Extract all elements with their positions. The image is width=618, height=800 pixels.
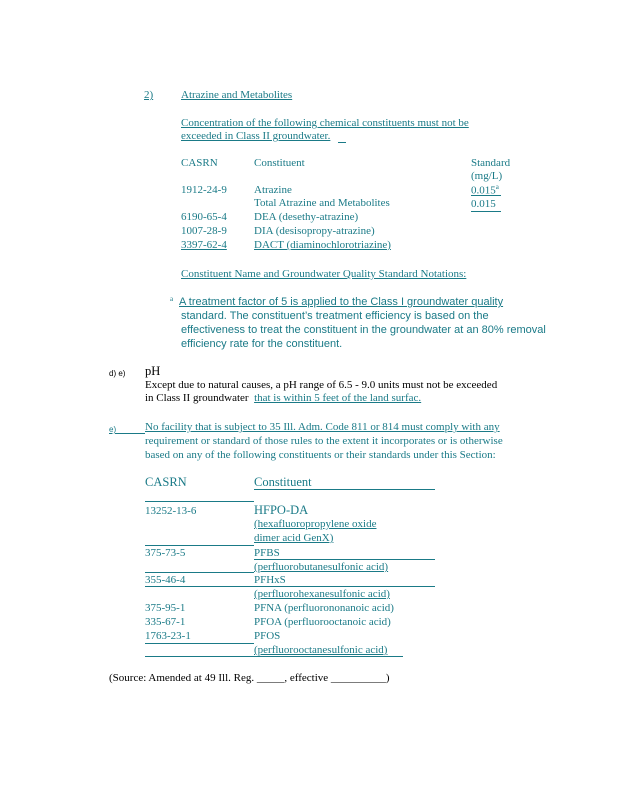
pfas-header-underline <box>254 489 435 490</box>
row-constituent: DACT (diaminochlorotriazine) <box>254 239 391 251</box>
row-constituent: DEA (desethy-atrazine) <box>254 211 359 223</box>
row-divider <box>145 643 254 644</box>
pfas-row-subtext: (hexafluoropropylene oxide <box>254 518 377 530</box>
ph-title: pH <box>145 364 161 378</box>
header-constituent: Constituent <box>254 157 305 169</box>
footnote-line-3: effectiveness to treat the constituent in the groundwater at an 80% removal <box>181 324 546 336</box>
section-title: Atrazine and Metabolites <box>181 89 293 101</box>
row-divider <box>254 559 435 560</box>
row-standard: 0.015 <box>471 198 496 210</box>
row-divider <box>145 586 435 587</box>
pfas-row-subtext: (perfluorohexanesulfonic acid) <box>254 588 390 600</box>
section-number: 2) <box>144 89 154 101</box>
row-casrn: 1007-28-9 <box>181 225 227 237</box>
standard-underline <box>471 195 501 196</box>
footnote-marker: a <box>170 295 174 303</box>
pfas-line-2: requirement or standard of those rules to the extent it incorporates or is otherwise <box>145 435 503 447</box>
row-divider <box>145 572 254 573</box>
row-casrn: 3397-62-4 <box>181 239 227 251</box>
intro-underline-tail <box>338 142 346 143</box>
ph-line-2: in Class II groundwater that is within 5 feet of the land surfac. <box>145 392 422 404</box>
pfas-row-casrn: 335-67-1 <box>145 616 186 628</box>
pfas-row-constituent: PFOS <box>254 630 281 642</box>
pfas-row-subtext: (perfluorobutanesulfonic acid) <box>254 561 389 573</box>
pfas-row-subtext: dimer acid GenX) <box>254 532 334 544</box>
footnote-line-1: A treatment factor of 5 is applied to the Class I groundwater quality <box>179 296 504 308</box>
pfas-row-casrn: 1763-23-1 <box>145 630 191 642</box>
intro-line-1: Concentration of the following chemical constituents must not be <box>181 117 469 129</box>
pfas-row-casrn: 355-46-4 <box>145 574 186 586</box>
header-standard: Standard <box>471 157 511 169</box>
footnote-line-2: standard. The constituent’s treatment efficiency is based on the <box>181 310 489 322</box>
intro-line-2: exceeded in Class II groundwater. <box>181 130 331 142</box>
pfas-row-casrn: 13252-13-6 <box>145 505 197 517</box>
pfas-label-underline <box>115 433 145 434</box>
ph-line-1: Except due to natural causes, a pH range of 6.5 - 9.0 units must not be exceeded <box>145 379 498 391</box>
footnote-line-4: efficiency rate for the constituent. <box>181 338 343 350</box>
pfas-row-constituent: PFNA (perfluorononanoic acid) <box>254 602 394 614</box>
pfas-row-subtext: (perfluorooctanesulfonic acid) <box>254 644 388 656</box>
pfas-label: e) <box>109 425 117 434</box>
row-constituent: Total Atrazine and Metabolites <box>254 197 390 209</box>
row-divider <box>145 656 403 657</box>
source-note: (Source: Amended at 49 Ill. Reg. _____, effective __________) <box>109 672 390 684</box>
standard-underline <box>471 211 501 212</box>
pfas-row-constituent: PFHxS <box>254 574 286 586</box>
row-constituent: DIA (desisopropy-atrazine) <box>254 225 375 237</box>
header-standard-unit: (mg/L) <box>471 170 503 182</box>
header-casrn: CASRN <box>181 157 218 169</box>
pfas-line-1: No facility that is subject to 35 Ill. Adm. Code 811 or 814 must comply with any <box>145 421 500 433</box>
row-casrn: 6190-65-4 <box>181 211 227 223</box>
pfas-row-casrn: 375-73-5 <box>145 547 186 559</box>
pfas-row-constituent: PFOA (perfluorooctanoic acid) <box>254 616 391 628</box>
row-casrn: 1912-24-9 <box>181 184 227 196</box>
ph-label: d) e) <box>109 369 126 378</box>
row-standard: 0.015$^a$ <box>471 183 499 197</box>
pfas-line-3: based on any of the following constituents or their standards under this Section: <box>145 449 496 461</box>
pfas-row-casrn: 375-95-1 <box>145 602 186 614</box>
notations-heading: Constituent Name and Groundwater Quality Standard Notations: <box>181 268 467 280</box>
pfas-header-underline <box>145 501 254 502</box>
pfas-header-casrn: CASRN <box>145 475 187 489</box>
row-divider <box>145 545 254 546</box>
pfas-row-constituent: PFBS <box>254 547 280 559</box>
row-constituent: Atrazine <box>254 184 292 196</box>
pfas-row-constituent: HFPO-DA <box>254 503 309 517</box>
pfas-header-constituent: Constituent <box>254 475 312 489</box>
